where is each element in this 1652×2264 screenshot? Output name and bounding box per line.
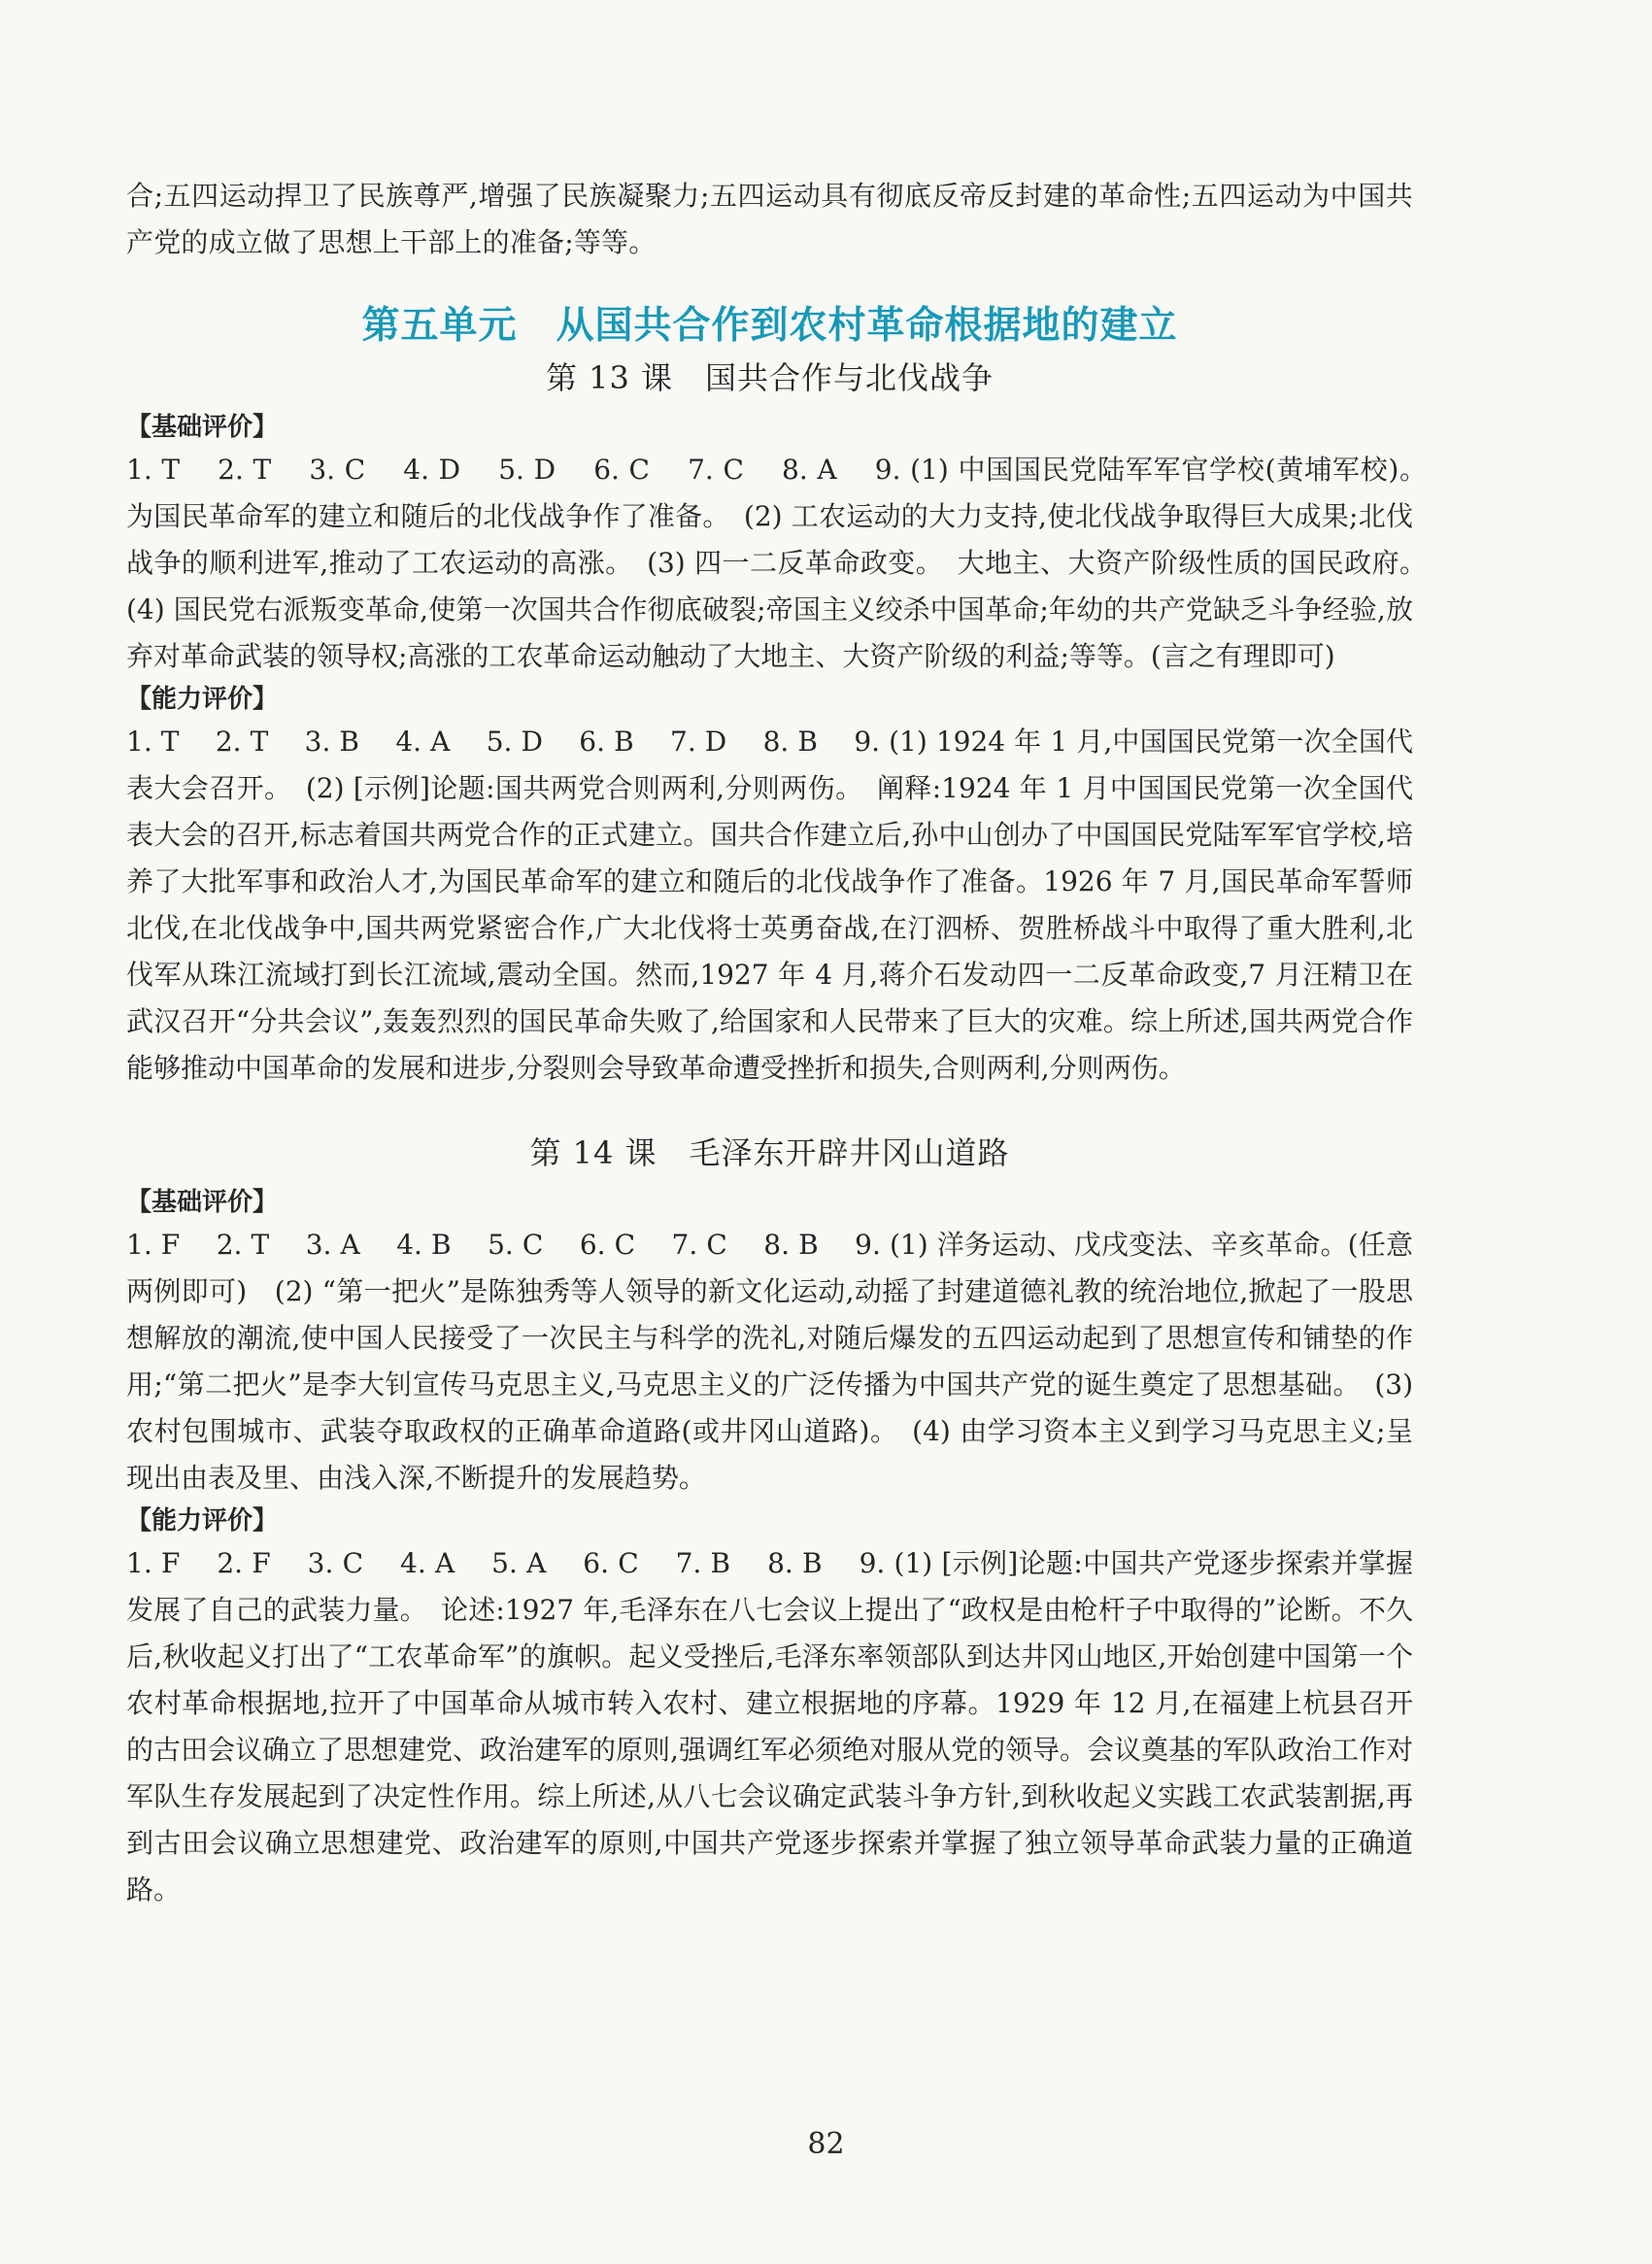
lesson-14-ability-answers: 1. F 2. F 3. C 4. A 5. A 6. C 7. B 8. B 9. (1) [示例]论题:中国共产党逐步探索并掌握发展了自己的武装力量。 论述:1927 年,毛泽东在八七会议上提出了“政权是由枪杆子中取得的”论断。不久后,秋收起义打出了“工农革命军”的旗帜。起义受挫后,毛泽东率领部队到达井冈山地区,开始创建中国第一个农村革命根据地,拉开了中国革命从城市转入农村、建立根据地的序幕。1929 年 12 月,在福建上杭县召开的古田会议确立了思想建党、政治建军的原则,强调红军必须绝对服从党的领导。会议奠基的军队政治工作对军队生存发展起到了决定性作用。综上所述,从八七会议确定武装斗争方针,到秋收起义实践工农武装割据,再到古田会议确立思想建党、政治建军的原则,中国共产党逐步探索并掌握了独立领导革命武装力量的正确道路。 <box>126 1547 1413 1906</box>
page-number: 82 <box>807 2127 845 2161</box>
unit-title: 第五单元 从国共合作到农村革命根据地的建立 <box>361 304 1178 348</box>
page-content <box>126 173 1441 1913</box>
lesson-13-basic-label: 【基础评价】 <box>126 413 279 442</box>
intro-paragraph: 合;五四运动捍卫了民族尊严,增强了民族凝聚力;五四运动具有彻底反帝反封建的革命性;五四运动为中国共产党的成立做了思想上干部上的准备;等等。 <box>126 180 1413 258</box>
lesson-14-basic-answers: 1. F 2. T 3. A 4. B 5. C 6. C 7. C 8. B 9. (1) 洋务运动、戊戌变法、辛亥革命。(任意两例即可) (2) “第一把火”是陈独秀等人领导的新文化运动,动摇了封建道德礼教的统治地位,掀起了一股思想解放的潮流,使中国人民接受了一次民主与科学的洗礼,对随后爆发的五四运动起到了思想宣传和铺垫的作用;“第二把火”是李大钊宣传马克思主义,马克思主义的广泛传播为中国共产党的诞生奠定了思想基础。 (3) 农村包围城市、武装夺取政权的正确革命道路(或井冈山道路)。 (4) 由学习资本主义到学习马克思主义;呈现出由表及里、由浅入深,不断提升的发展趋势。 <box>126 1229 1413 1494</box>
lesson-14-basic-label: 【基础评价】 <box>126 1188 279 1217</box>
lesson-13-basic-answers: 1. T 2. T 3. C 4. D 5. D 6. C 7. C 8. A 9. (1) 中国国民党陆军军官学校(黄埔军校)。 为国民革命军的建立和随后的北伐战争作了准备。 (2) 工农运动的大力支持,使北伐战争取得巨大成果;北伐战争的顺利进军,推动了工农运动的高涨。 (3) 四一二反革命政变。 大地主、大资产阶级性质的国民政府。 (4) 国民党右派叛变革命,使第一次国共合作彻底破裂;帝国主义绞杀中国革命;年幼的共产党缺乏斗争经验,放弃对革命武装的领导权;高涨的工农革命运动触动了大地主、大资产阶级的利益;等等。(言之有理即可) <box>126 454 1441 672</box>
lesson-13-ability-answers: 1. T 2. T 3. B 4. A 5. D 6. B 7. D 8. B 9. (1) 1924 年 1 月,中国国民党第一次全国代表大会召开。 (2) [示例]论题:国共两党合则两利,分则两伤。 阐释:1924 年 1 月中国国民党第一次全国代表大会的召开,标志着国共两党合作的正式建立。国共合作建立后,孙中山创办了中国国民党陆军军官学校,培养了大批军事和政治人才,为国民革命军的建立和随后的北伐战争作了准备。1926 年 7 月,国民革命军誓师北伐,在北伐战争中,国共两党紧密合作,广大北伐将士英勇奋战,在汀泗桥、贺胜桥战斗中取得了重大胜利,北伐军从珠江流域打到长江流域,震动全国。然而,1927 年 4 月,蒋介石发动四一二反革命政变,7 月汪精卫在武汉召开“分共会议”,轰轰烈烈的国民革命失败了,给国家和人民带来了巨大的灾难。综上所述,国共两党合作能够推动中国革命的发展和进步,分裂则会导致革命遭受挫折和损失,合则两利,分则两伤。 <box>126 726 1413 1084</box>
lesson-14-title: 第 14 课 毛泽东开辟井冈山道路 <box>529 1134 1010 1171</box>
lesson-14-ability-label: 【能力评价】 <box>126 1506 279 1536</box>
lesson-13-ability-label: 【能力评价】 <box>126 685 279 714</box>
lesson-13-title: 第 13 课 国共合作与北伐战争 <box>545 359 995 396</box>
lesson-13-section <box>126 354 1441 1092</box>
lesson-14-section <box>126 1129 1413 1913</box>
